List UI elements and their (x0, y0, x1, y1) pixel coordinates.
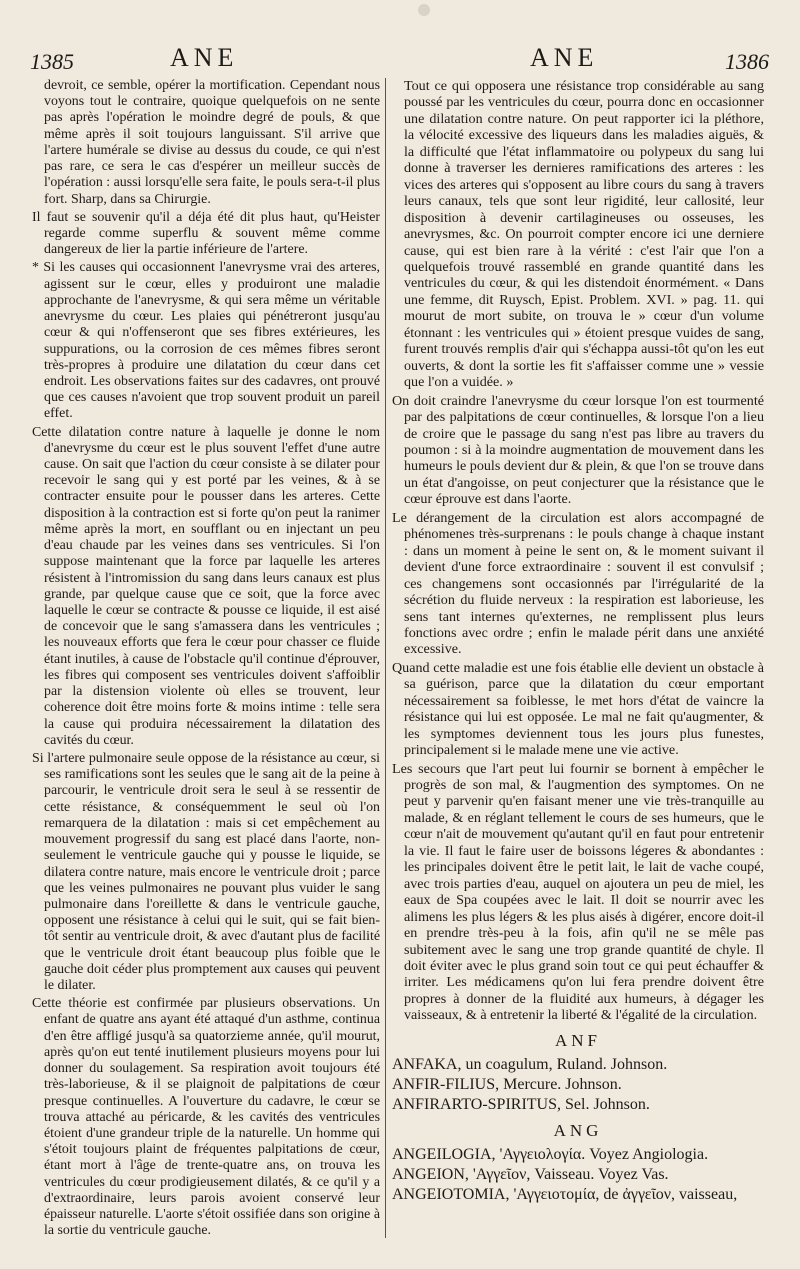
dictionary-entry: ANFAKA, un coagulum, Ruland. Johnson. (392, 1055, 668, 1073)
paragraph: Si l'artere pulmonaire seule oppose de la résistance au cœur, si ses ramifications sont les seules que le sang ait de la peine à parcourir, le ventricule droit sera le seul à se ressentir de cette résistance, & conséquemment le seul où l'on remarquera de la dilatation : mais si cet empêchement au mouvement progressif du sang est placé dans l'aorte, non-seulement le ventricule gauche qui y pousse le liquide, se dilatera contre nature, mais encore le ventricule droit ; parce que les veines pulmonaires ne pouvant plus vuider le sang pulmonaire dans l'oreillette & dans le ventricule gauche, opposent une résistance à celui qui le suit, qui se fait bien-tôt sentir au ventricule droit, & avec d'autant plus de facilité que le ventricule droit étant beaucoup plus foible que le gauche doit céder plus promptement aux causes qui peuvent le dilater. (32, 750, 380, 994)
right-column (392, 78, 764, 1206)
dictionary-entry: ANFIR-FILIUS, Mercure. Johnson. (392, 1075, 622, 1093)
dictionary-entry: ANGEILOGIA, 'Αγγειολογία. Voyez Angiologia. (392, 1145, 709, 1163)
paragraph: devroit, ce semble, opérer la mortification. Cependant nous voyons tout le contraire, quoique quelquefois on ne sente pas après l'opération le moindre degré de pouls, & que même après il soit toujours languissant. S'il arrive que l'artere humérale se divise au dessus du coude, ce qui n'est pas rare, ce sera le cas d'espérer un meilleur succès de l'opération : aussi lorsqu'elle sera faite, le pouls sera-t-il plus fort. Sharp, dans sa Chirurgie. (44, 78, 380, 207)
page-number-right: 1386 (725, 49, 769, 74)
dictionary-entry: ANGEIOTOMIA, 'Αγγειοτομία, de ἀγγεῖον, vaisseau, (392, 1185, 738, 1203)
section-heading-ang: ANG (553, 1120, 603, 1140)
section-heading-anf: ANF (554, 1030, 601, 1050)
paper-hole (418, 4, 430, 16)
page-number-left: 1385 (30, 49, 74, 74)
running-head-left: ANE (170, 43, 239, 72)
paragraph: Cette théorie est confirmée par plusieurs observations. Un enfant de quatre ans ayant été attaqué d'un asthme, continua d'en être affligé jusqu'à sa quatorzieme année, qu'il mourut, après qu'on eut tenté inutilement plusieurs moyens pour lui donner du soulagement. Sa respiration avoit toujours été très-laborieuse, & il se plaignoit de palpitations de cœur presque continuelles. A l'ouverture du cadavre, le cœur se trouva attaché au péricarde, & les cavités des ventricules étoient d'une grandeur triple de la naturelle. Un homme qui s'étoit toujours plaint de fréquentes palpitations de cœur, étant mort à l'âge de trente-quatre ans, on trouva les ventricules du cœur prodigieusement dilatés, & ce qu'il y a d'extraordinaire, leurs parois avoient conservé leur épaisseur naturelle. L'aorte s'étoit ossifiée dans son origine à la sortie du ventricule gauche. (32, 996, 380, 1239)
paragraph: Il faut se souvenir qu'il a déja été dit plus haut, qu'Heister regarde comme superflu & souvent même comme dangereux de lier la partie inférieure de l'artere. (32, 209, 380, 258)
paragraph: Quand cette maladie est une fois établie elle devient un obstacle à sa guérison, parce que la dilatation du cœur emportant nécessairement sa foiblesse, le met hors d'état de vaincre la résistance qui lui est opposée. Le mal ne fait qu'augmenter, & les symptomes deviennent tous les jours plus funestes, principalement si le malade mene une vie active. (392, 659, 764, 759)
running-head-right: ANE (530, 43, 599, 72)
paragraph: Les secours que l'art peut lui fournir se bornent à empêcher le progrès de son mal, & l'augmention des symptomes. On ne peut y parvenir qu'en faisant mener une vie très-tranquille au malade, & en réglant tellement le cours de ses humeurs, que le cœur n'ait de mouvement qu'autant qu'il en faut pour entretenir la vie. Il faut le faire user de boissons légeres & abondantes : les principales doivent être le petit lait, le lait de vache coupé, avec trois parties d'eau, auquel on ajoutera un peu de miel, les eaux de Spa coupées avec le lait. Il doit se nourrir avec les alimens les plus légers & les plus aisés à digérer, encore doit-il en prendre très-peu à la fois, afin qu'il ne se mêle pas subitement avec le sang une trop grande quantité de chyle. Il doit éviter avec le plus grand soin tout ce qui peut échauffer & irriter. Les médicamens qu'on lui fera prendre doivent être propres à donner de la fluidité aux humeurs, à dégager les vaisseaux, & à entretenir la liberté & l'égalité de la circulation. (392, 760, 764, 1024)
paragraph: Tout ce qui opposera une résistance trop considérable au sang poussé par les ventricules du cœur, pourra donc en occasionner une dilatation contre nature. On peut rapporter ici la pléthore, la vélocité excessive des liqueurs dans les maladies aiguës, & la difficulté que l'état inflammatoire ou polypeux du sang lui donne à traverser les dernieres ramifications des arteres : les vices des arteres qui s'opposent au libre cours du sang à travers leurs canaux, tels que sont leur rigidité, leur callosité, leur disposition à devenir cartilagineuses ou osseuses, les anevrysmes, &c. On pourroit compter encore ici une derniere cause, qui est bien rare à la vérité : c'est l'air que l'on a quelquefois trouvé rassemblé en grande quantité dans les ventricules du cœur, & qui les distendoit énormément. « Dans une femme, dit Ruysch, Epist. Problem. XVI. » pag. 11. qui mourut de mort subite, on trouva le » cœur d'un volume étonnant : les ventricules qui » étoient presque vuides de sang, furent trouvés remplis d'air qui s'échappa aussi-tôt qu'on les eut ouverts, & dont la sortie les fit s'affaisser comme une » vessie que l'on a vuidée. » (404, 78, 764, 391)
paragraph: * Si les causes qui occasionnent l'anevrysme vrai des arteres, agissent sur le cœur, elles y produiront une maladie approchante de l'anevrysme, & qui sera même un véritable anevrysme du cœur. Les plaies qui pénétreront jusqu'au cœur & qui n'offenseront que ses fibres extérieures, les suppurations, ou la corrosion de ces mêmes fibres seront très-propres à produire une dilatation du cœur dans cet endroit. Les observations faites sur des cadavres, ont prouvé que ces causes n'avoient que trop souvent produit un pareil effet. (32, 260, 380, 422)
column-rule (385, 78, 386, 1238)
paragraph: Le dérangement de la circulation est alors accompagné de phénomenes très-surprenans : le pouls change à chaque instant : dans un moment à peine le sent on, & le moment suivant il devient d'une force extraordinaire : souvent il est convulsif ; ces changemens sont occasionnés par l'irrégularité de la sécrétion du fluide nerveux : la respiration est laborieuse, les sens tant internes qu'externes, ne remplissent plus leurs fonctions avec ordre ; enfin le malade périt dans une anxiété excessive. (392, 509, 764, 658)
left-column (32, 78, 380, 1242)
paragraph: On doit craindre l'anevrysme du cœur lorsque l'on est tourmenté par des palpitations de cœur continuelles, & lorsque l'on a lieu de croire que le passage du sang n'est pas libre au travers du poumon : si à la moindre augmentation de mouvement dans les humeurs le pouls devient dur & plein, & que l'on se trouve dans un état d'angoisse, on peut conjecturer que la résistance que le cœur éprouve est dans l'aorte. (392, 392, 764, 508)
paragraph: Cette dilatation contre nature à laquelle je donne le nom d'anevrysme du cœur est le plus souvent l'effet d'une autre cause. On sait que l'action du cœur consiste à se dilater pour recevoir le sang qui y est porté par les veines, & à se contracter ensuite pour le pousser dans les arteres. Cette disposition à la contraction est si forte qu'on peut la ranimer même après la mort, en soufflant ou en injectant un peu d'eau chaude par les veines dans ses ventricules. Si l'on suppose maintenant que la force par laquelle les arteres résistent à l'intromission du sang dans leurs canaux est plus grande, par quelque cause que ce soit, que la force avec laquelle le cœur se contracte & pousse ce liquide, il est aisé de concevoir que le sang s'amassera dans les ventricules ; les nouveaux efforts que fera le cœur pour chasser ce fluide étant inutiles, à cause de l'obstacle qu'il continue d'éprouver, les fibres qui composent ses ventricules doivent s'affoiblir par la distension violente où elles se trouvent, leur coherence doit être moins forte & moins intime : telle sera la cause qui produira nécessairement la dilatation des cavités du cœur. (32, 424, 380, 748)
dictionary-entry: ANGEION, 'Αγγεῖον, Vaisseau. Voyez Vas. (392, 1165, 669, 1183)
dictionary-entry: ANFIRARTO-SPIRITUS, Sel. Johnson. (392, 1095, 650, 1113)
